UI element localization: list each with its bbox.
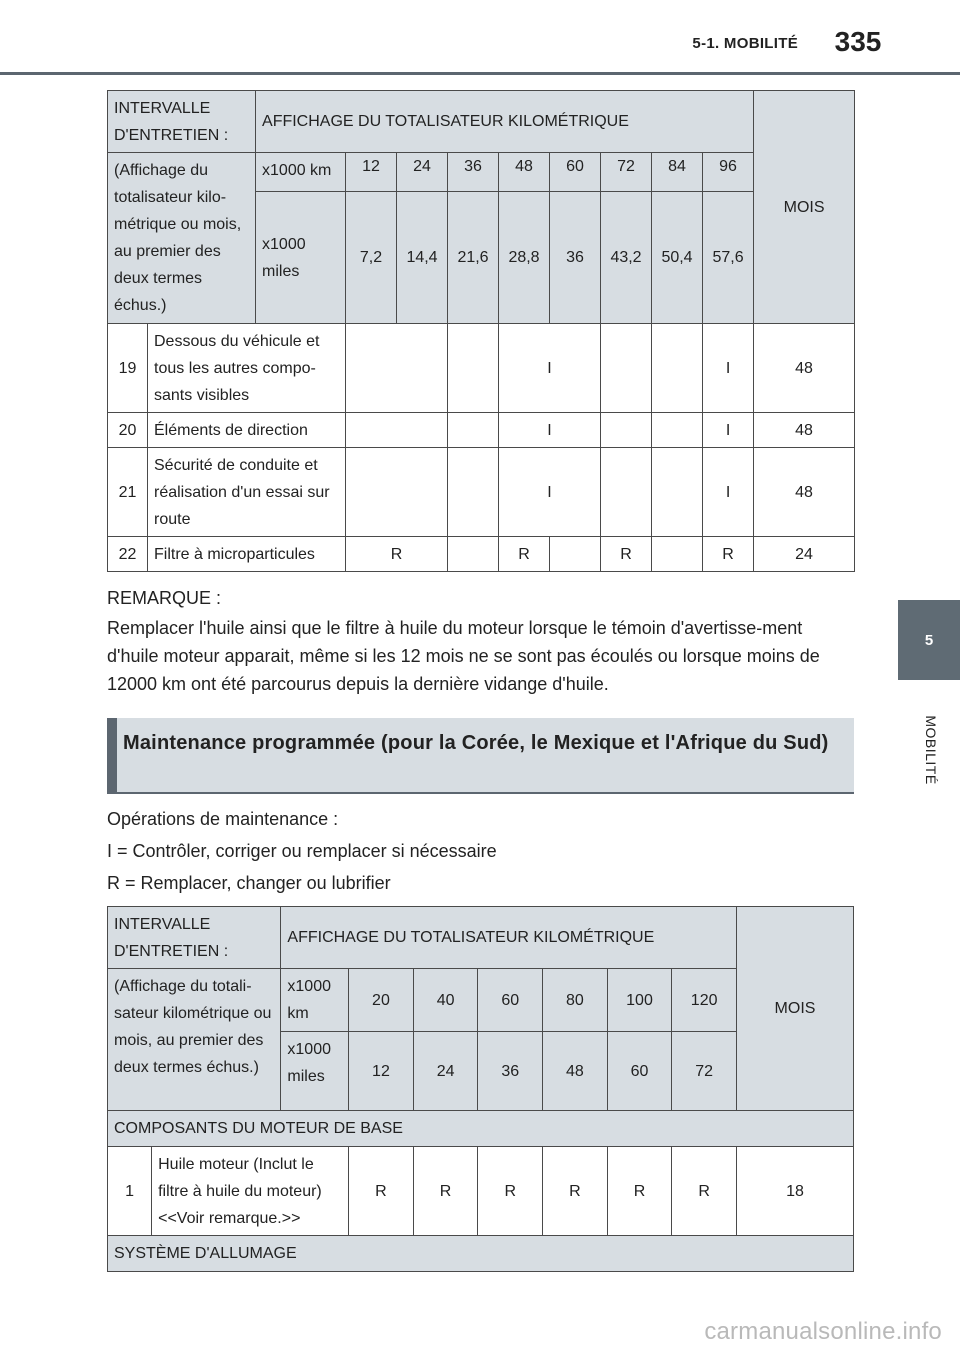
row-cell xyxy=(346,413,448,448)
row-cell: I xyxy=(499,413,601,448)
section-title: Maintenance programmée (pour la Corée, le Mexique et l'Afrique du Sud) xyxy=(123,732,829,754)
km-value: 100 xyxy=(607,969,672,1032)
legend-replace: R = Remplacer, changer ou lubrifier xyxy=(107,873,391,893)
km-value: 12 xyxy=(346,153,397,192)
row-cell: I xyxy=(499,448,601,537)
legend-inspect: I = Contrôler, corriger ou remplacer si nécessaire xyxy=(107,841,497,861)
table-row xyxy=(108,448,855,537)
row-cell: R xyxy=(703,537,754,572)
km-value: 80 xyxy=(543,969,608,1032)
row-cell xyxy=(652,537,703,572)
km-unit-label: x1000 km xyxy=(256,153,346,192)
maintenance-table-2 xyxy=(107,906,854,1272)
watermark: carmanualsonline.info xyxy=(704,1318,942,1345)
remark-text: Remplacer l'huile ainsi que le filtre à huile du moteur lorsque le témoin d'avertisse-ment d'huile moteur apparait, même si les 12 mois ne se sont pas écoulés ou lorsque moins de 12000 km ont été parcourus depuis la dernière vidange d'huile. xyxy=(107,618,820,694)
km-value: 84 xyxy=(652,153,703,192)
row-item: Filtre à microparticules xyxy=(148,537,346,572)
row-cell xyxy=(448,324,499,413)
km-value: 20 xyxy=(349,969,414,1032)
row-cell: R xyxy=(478,1147,543,1236)
km-value: 36 xyxy=(448,153,499,192)
km-value: 96 xyxy=(703,153,754,192)
row-number: 21 xyxy=(108,448,148,537)
km-value: 40 xyxy=(413,969,478,1032)
mile-value: 12 xyxy=(349,1032,414,1111)
mile-value: 57,6 xyxy=(703,192,754,324)
interval-header: INTERVALLE D'ENTRETIEN : xyxy=(108,91,256,153)
remark-title: REMARQUE : xyxy=(107,588,222,608)
section-banner xyxy=(107,718,854,794)
row-cell xyxy=(601,448,652,537)
odometer-header: AFFICHAGE DU TOTALISATEUR KILOMÉTRIQUE xyxy=(256,91,754,153)
row-cell xyxy=(448,448,499,537)
row-number: 22 xyxy=(108,537,148,572)
table-row xyxy=(108,324,855,413)
chapter-side-label: MOBILITÉ xyxy=(923,715,939,785)
chapter-tab[interactable]: 5 xyxy=(898,600,960,680)
row-cell xyxy=(448,537,499,572)
row-cell xyxy=(601,324,652,413)
row-number: 20 xyxy=(108,413,148,448)
mile-value: 28,8 xyxy=(499,192,550,324)
mile-value: 43,2 xyxy=(601,192,652,324)
row-item: Sécurité de conduite et réalisation d'un essai sur route xyxy=(148,448,346,537)
group-header: SYSTÈME D'ALLUMAGE xyxy=(108,1236,854,1272)
row-cell: R xyxy=(499,537,550,572)
mile-value: 7,2 xyxy=(346,192,397,324)
row-item: Éléments de direction xyxy=(148,413,346,448)
row-cell: R xyxy=(346,537,448,572)
row-cell xyxy=(652,324,703,413)
km-value: 72 xyxy=(601,153,652,192)
row-cell: R xyxy=(543,1147,608,1236)
row-cell: R xyxy=(413,1147,478,1236)
row-cell xyxy=(550,537,601,572)
mile-value: 60 xyxy=(607,1032,672,1111)
row-months: 48 xyxy=(754,413,855,448)
mile-value: 48 xyxy=(543,1032,608,1111)
row-months: 48 xyxy=(754,324,855,413)
months-header: MOIS xyxy=(754,91,855,324)
mile-value: 24 xyxy=(413,1032,478,1111)
row-cell xyxy=(346,324,448,413)
row-cell xyxy=(346,448,448,537)
row-cell: R xyxy=(601,537,652,572)
km-unit-label: x1000 km xyxy=(281,969,349,1032)
mile-value: 50,4 xyxy=(652,192,703,324)
maintenance-table-1 xyxy=(107,90,855,572)
section-banner-bar xyxy=(107,718,117,792)
km-value: 24 xyxy=(397,153,448,192)
mile-unit-label: x1000 miles xyxy=(281,1032,349,1111)
mile-value: 36 xyxy=(478,1032,543,1111)
row-cell: I xyxy=(499,324,601,413)
table-row xyxy=(108,413,855,448)
row-item: Dessous du véhicule et tous les autres compo-sants visibles xyxy=(148,324,346,413)
row-months: 24 xyxy=(754,537,855,572)
months-header: MOIS xyxy=(736,907,853,1111)
mile-unit-label: x1000 miles xyxy=(256,192,346,324)
row-cell: R xyxy=(349,1147,414,1236)
row-cell xyxy=(448,413,499,448)
interval-note: (Affichage du totalisateur kilo-métrique ou mois, au premier des deux termes échus.) xyxy=(108,153,256,324)
table-row xyxy=(108,1147,854,1236)
interval-note: (Affichage du totali-sateur kilométrique ou mois, au premier des deux termes échus.) xyxy=(108,969,281,1111)
operations-title: Opérations de maintenance : xyxy=(107,809,339,829)
km-value: 60 xyxy=(550,153,601,192)
row-cell xyxy=(652,448,703,537)
table-row xyxy=(108,537,855,572)
km-value: 60 xyxy=(478,969,543,1032)
row-cell: R xyxy=(672,1147,737,1236)
row-cell: I xyxy=(703,324,754,413)
interval-header: INTERVALLE D'ENTRETIEN : xyxy=(108,907,281,969)
km-value: 48 xyxy=(499,153,550,192)
mile-value: 36 xyxy=(550,192,601,324)
header-rule xyxy=(0,72,960,75)
row-months: 18 xyxy=(736,1147,853,1236)
row-cell xyxy=(652,413,703,448)
section-header: 5-1. MOBILITÉ xyxy=(692,35,798,52)
row-months: 48 xyxy=(754,448,855,537)
row-cell xyxy=(601,413,652,448)
row-item: Huile moteur (Inclut le filtre à huile du moteur) <<Voir remarque.>> xyxy=(152,1147,349,1236)
row-number: 19 xyxy=(108,324,148,413)
mile-value: 72 xyxy=(672,1032,737,1111)
row-cell: R xyxy=(607,1147,672,1236)
km-value: 120 xyxy=(672,969,737,1032)
mile-value: 21,6 xyxy=(448,192,499,324)
page-number: 335 xyxy=(834,26,882,57)
group-header: COMPOSANTS DU MOTEUR DE BASE xyxy=(108,1111,854,1147)
row-number: 1 xyxy=(108,1147,152,1236)
row-cell: I xyxy=(703,413,754,448)
odometer-header: AFFICHAGE DU TOTALISATEUR KILOMÉTRIQUE xyxy=(281,907,737,969)
row-cell: I xyxy=(703,448,754,537)
mile-value: 14,4 xyxy=(397,192,448,324)
